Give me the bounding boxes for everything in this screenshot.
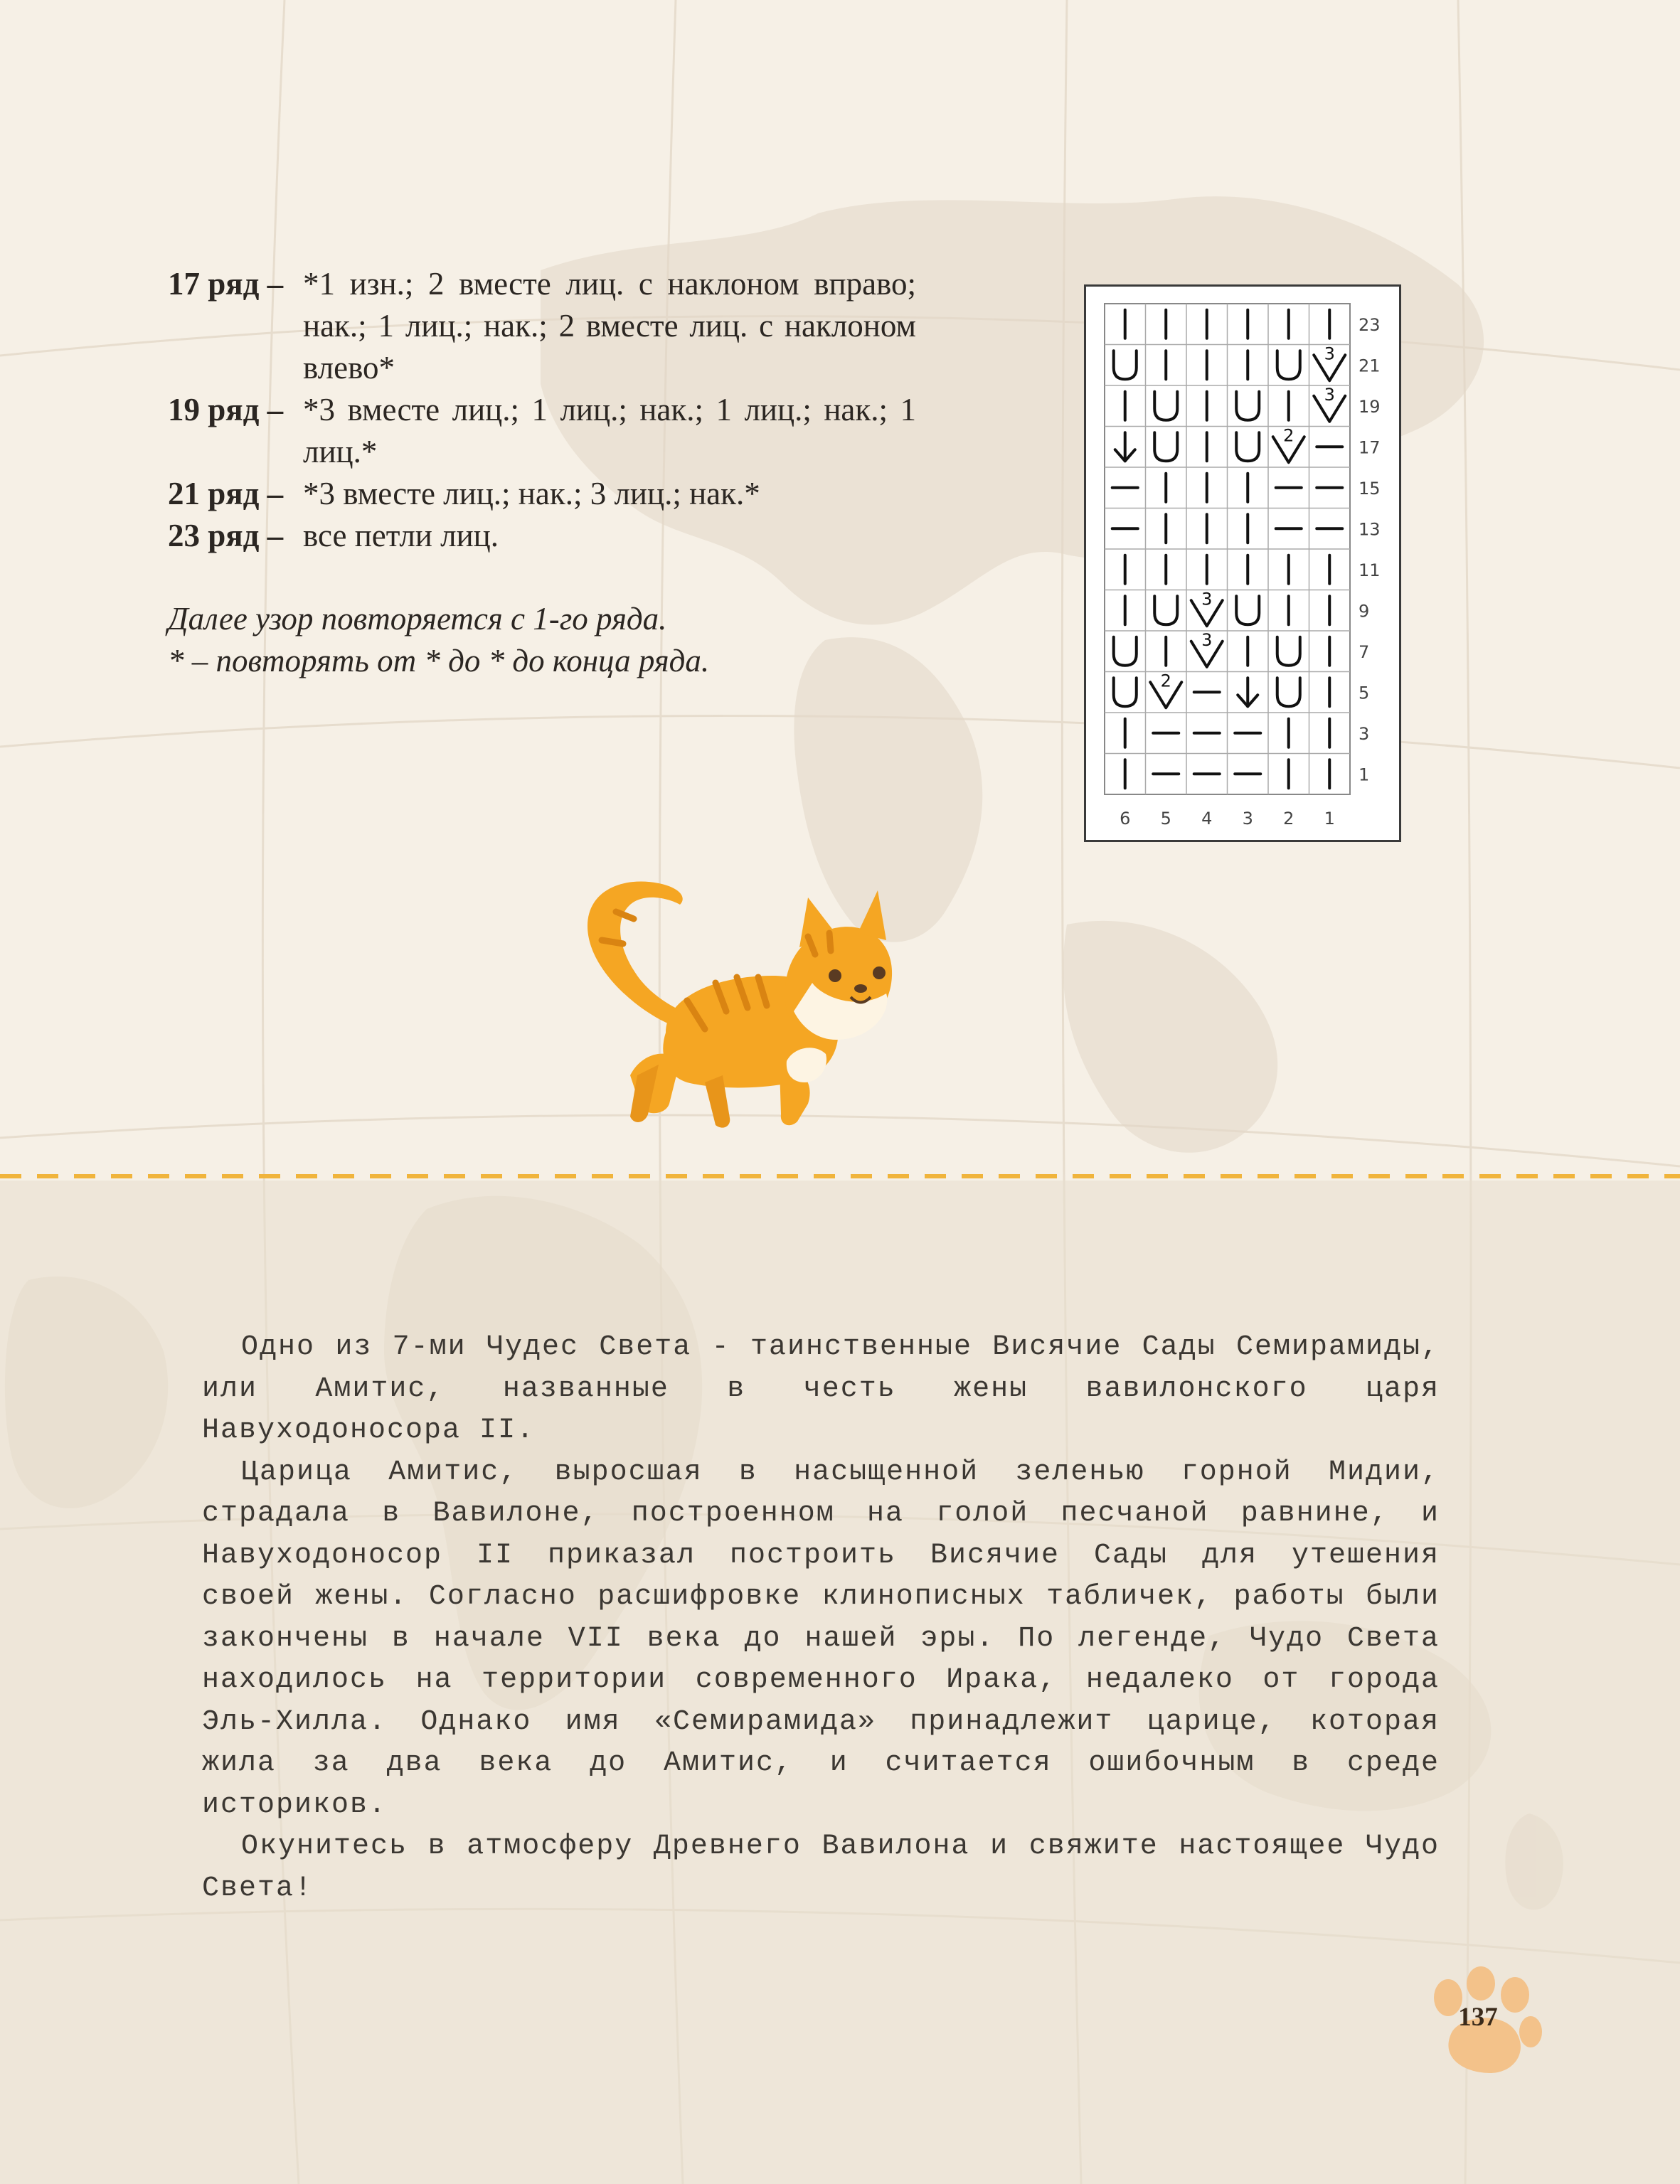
pattern-notes (168, 598, 916, 682)
knitting-chart (1084, 284, 1401, 842)
row-label: 17 ряд – (168, 266, 284, 302)
asterisk-note: * – повторять от * до * до конца ряда. (168, 643, 710, 678)
decrease-count-label: 3 (1201, 629, 1213, 650)
dashed-divider (0, 1172, 1680, 1181)
story-text (202, 1327, 1440, 1909)
page-number: 137 (1458, 2003, 1498, 2032)
knitting-instructions (168, 263, 916, 682)
decrease-count-label: 2 (1160, 671, 1171, 691)
decrease-count-label: 2 (1283, 425, 1294, 446)
decrease-count-label: 3 (1324, 384, 1335, 405)
row-label: 19 ряд – (168, 392, 284, 427)
decrease-count-label: 3 (1324, 343, 1335, 364)
chart-row-number: 1 (1359, 765, 1370, 785)
instruction-row-23 (168, 515, 916, 557)
story-paragraph: Одно из 7-ми Чудес Света - таинственные Висячие Сады Семирамиды, или Амитис, названные в честь жены вавилонского царя Навуходоносора II. (202, 1331, 1440, 1447)
row-text: все петли лиц. (303, 518, 499, 553)
chart-column-number: 3 (1242, 809, 1253, 829)
chart-row-number: 15 (1359, 478, 1381, 499)
chart-row-number: 19 (1359, 396, 1381, 417)
story-paragraph: Окунитесь в атмосферу Древнего Вавилона и свяжите настоящее Чудо Света! (202, 1831, 1440, 1905)
chart-row-number: 23 (1359, 314, 1381, 335)
chart-row-number: 9 (1359, 601, 1370, 622)
chart-column-number: 2 (1283, 809, 1294, 829)
instruction-row-21 (168, 473, 916, 515)
chart-column-number: 5 (1160, 809, 1171, 829)
chart-row-number: 17 (1359, 437, 1381, 458)
chart-row-number: 7 (1359, 641, 1370, 662)
chart-row-number: 3 (1359, 723, 1370, 744)
knitting-chart-grid (1086, 287, 1399, 840)
row-text: *1 изн.; 2 вместе лиц. с наклоном вправо; нак.; 1 лиц.; нак.; 2 вместе лиц. с наклоном влево* (303, 266, 916, 385)
row-text: *3 вместе лиц.; 1 лиц.; нак.; 1 лиц.; нак.; 1 лиц.* (303, 392, 916, 469)
row-label: 21 ряд – (168, 476, 284, 511)
chart-row-number: 5 (1359, 683, 1370, 703)
instruction-row-19 (168, 389, 916, 473)
row-label: 23 ряд – (168, 518, 284, 553)
chart-column-number: 4 (1201, 809, 1213, 829)
walking-cat-illustration (573, 869, 893, 1139)
chart-row-number: 11 (1359, 560, 1381, 580)
decrease-count-label: 3 (1201, 589, 1213, 609)
chart-row-number: 13 (1359, 519, 1381, 540)
chart-column-number: 1 (1324, 809, 1335, 829)
story-paragraph: Царица Амитис, выросшая в насыщенной зеленью горной Мидии, страдала в Вавилоне, построенном на голой песчаной равнине, и Навуходоносор II приказал построить Висячие Сады для утешения своей жены. Согласно расшифровке клинописных табличек, работы были закончены в начале VII века до нашей эры. По легенде, Чудо Света находилось на территории современного Ирака, недалеко от города Эль-Хилла. Однако имя «Семирамида» принадлежит царице, которая жила за два века до Амитис, и считается ошибочным в среде историков. (202, 1456, 1440, 1821)
repeat-note: Далее узор повторяется с 1-го ряда. (168, 601, 667, 636)
row-text: *3 вместе лиц.; нак.; 3 лиц.; нак.* (303, 476, 760, 511)
chart-row-number: 21 (1359, 356, 1381, 376)
instruction-row-17 (168, 263, 916, 389)
chart-column-number: 6 (1120, 809, 1131, 829)
